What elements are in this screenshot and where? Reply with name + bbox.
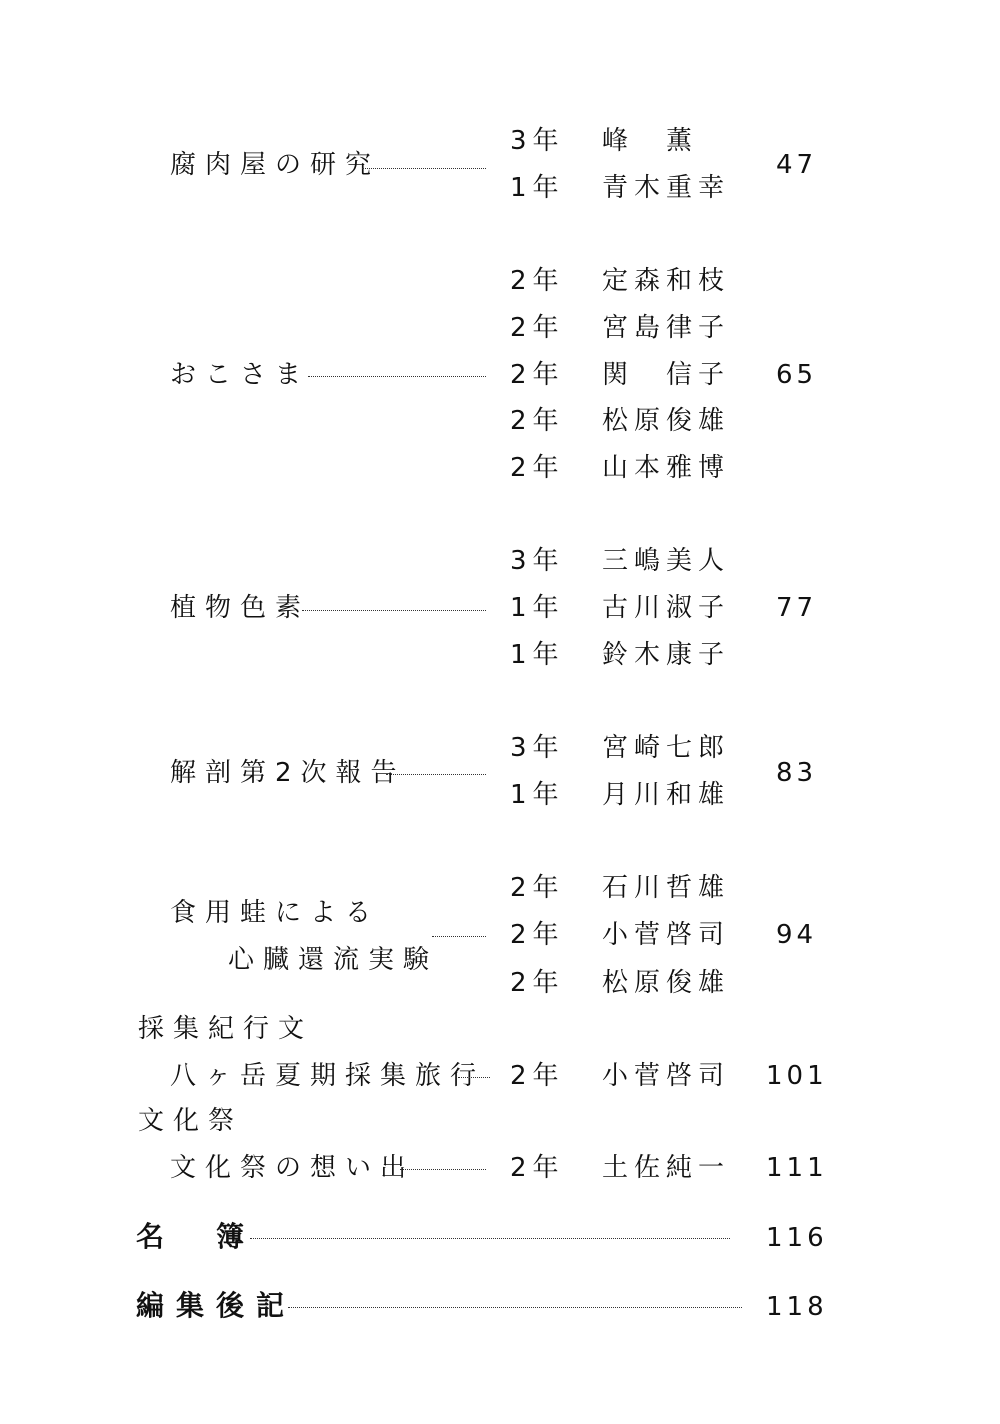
author-name: 小菅啓司 bbox=[602, 920, 731, 950]
leader-dots bbox=[400, 1169, 486, 1170]
author-grade: 2年 bbox=[510, 1153, 565, 1183]
page-number: 83 bbox=[776, 758, 818, 788]
author-name: 定森和枝 bbox=[602, 266, 731, 296]
entry-title: おこさま bbox=[170, 360, 311, 390]
leader-dots bbox=[308, 376, 486, 377]
leader-dots bbox=[250, 1238, 730, 1239]
author-name: 関 信子 bbox=[602, 360, 731, 390]
page-number: 118 bbox=[766, 1292, 828, 1322]
author-name: 小菅啓司 bbox=[602, 1061, 731, 1091]
afterword-label: 編集後記 bbox=[136, 1289, 297, 1322]
author-grade: 2年 bbox=[510, 920, 565, 950]
author-grade: 2年 bbox=[510, 266, 565, 296]
author-name: 月川和雄 bbox=[602, 780, 731, 810]
author-grade: 3年 bbox=[510, 546, 565, 576]
entry-title: 解剖第2次報告 bbox=[170, 758, 406, 788]
author-name: 古川淑子 bbox=[602, 593, 731, 623]
author-grade: 1年 bbox=[510, 593, 565, 623]
author-name: 宮崎七郎 bbox=[602, 733, 731, 763]
author-name: 石川哲雄 bbox=[602, 873, 731, 903]
author-name: 土佐純一 bbox=[602, 1153, 731, 1183]
roster-label: 名 簿 bbox=[136, 1220, 257, 1253]
author-name: 松原俊雄 bbox=[602, 406, 731, 436]
author-grade: 2年 bbox=[510, 406, 565, 436]
page-number: 47 bbox=[776, 150, 818, 180]
author-grade: 2年 bbox=[510, 968, 565, 998]
author-name: 三嶋美人 bbox=[602, 546, 731, 576]
author-grade: 2年 bbox=[510, 360, 565, 390]
leader-dots bbox=[432, 936, 486, 937]
author-name: 宮島律子 bbox=[602, 313, 731, 343]
author-name: 山本雅博 bbox=[602, 453, 731, 483]
entry-title: 八ヶ岳夏期採集旅行 bbox=[170, 1061, 486, 1091]
author-grade: 3年 bbox=[510, 126, 565, 156]
entry-title-line2: 心臓還流実験 bbox=[228, 945, 439, 975]
author-name: 青木重幸 bbox=[602, 173, 731, 203]
author-grade: 1年 bbox=[510, 640, 565, 670]
author-name: 峰 薫 bbox=[602, 126, 699, 156]
author-grade: 2年 bbox=[510, 313, 565, 343]
author-grade: 1年 bbox=[510, 780, 565, 810]
leader-dots bbox=[458, 1077, 490, 1078]
entry-title: 文化祭の想い出 bbox=[170, 1153, 416, 1183]
entry-title: 腐肉屋の研究 bbox=[170, 150, 381, 180]
page-number: 94 bbox=[776, 920, 818, 950]
author-name: 鈴木康子 bbox=[602, 640, 731, 670]
page-number: 111 bbox=[766, 1153, 828, 1183]
leader-dots bbox=[386, 774, 486, 775]
leader-dots bbox=[362, 168, 486, 169]
author-grade: 2年 bbox=[510, 1061, 565, 1091]
author-grade: 2年 bbox=[510, 873, 565, 903]
author-grade: 1年 bbox=[510, 173, 565, 203]
page-number: 65 bbox=[776, 360, 818, 390]
section-heading: 採集紀行文 bbox=[138, 1014, 314, 1044]
page-number: 116 bbox=[766, 1223, 828, 1253]
page-number: 101 bbox=[766, 1061, 828, 1091]
page-number: 77 bbox=[776, 593, 818, 623]
leader-dots bbox=[288, 1307, 742, 1308]
author-grade: 2年 bbox=[510, 453, 565, 483]
author-name: 松原俊雄 bbox=[602, 968, 731, 998]
leader-dots bbox=[302, 610, 486, 611]
entry-title: 植物色素 bbox=[170, 593, 311, 623]
author-grade: 3年 bbox=[510, 733, 565, 763]
section-heading: 文化祭 bbox=[138, 1106, 244, 1136]
entry-title-line1: 食用蛙による bbox=[170, 898, 381, 928]
